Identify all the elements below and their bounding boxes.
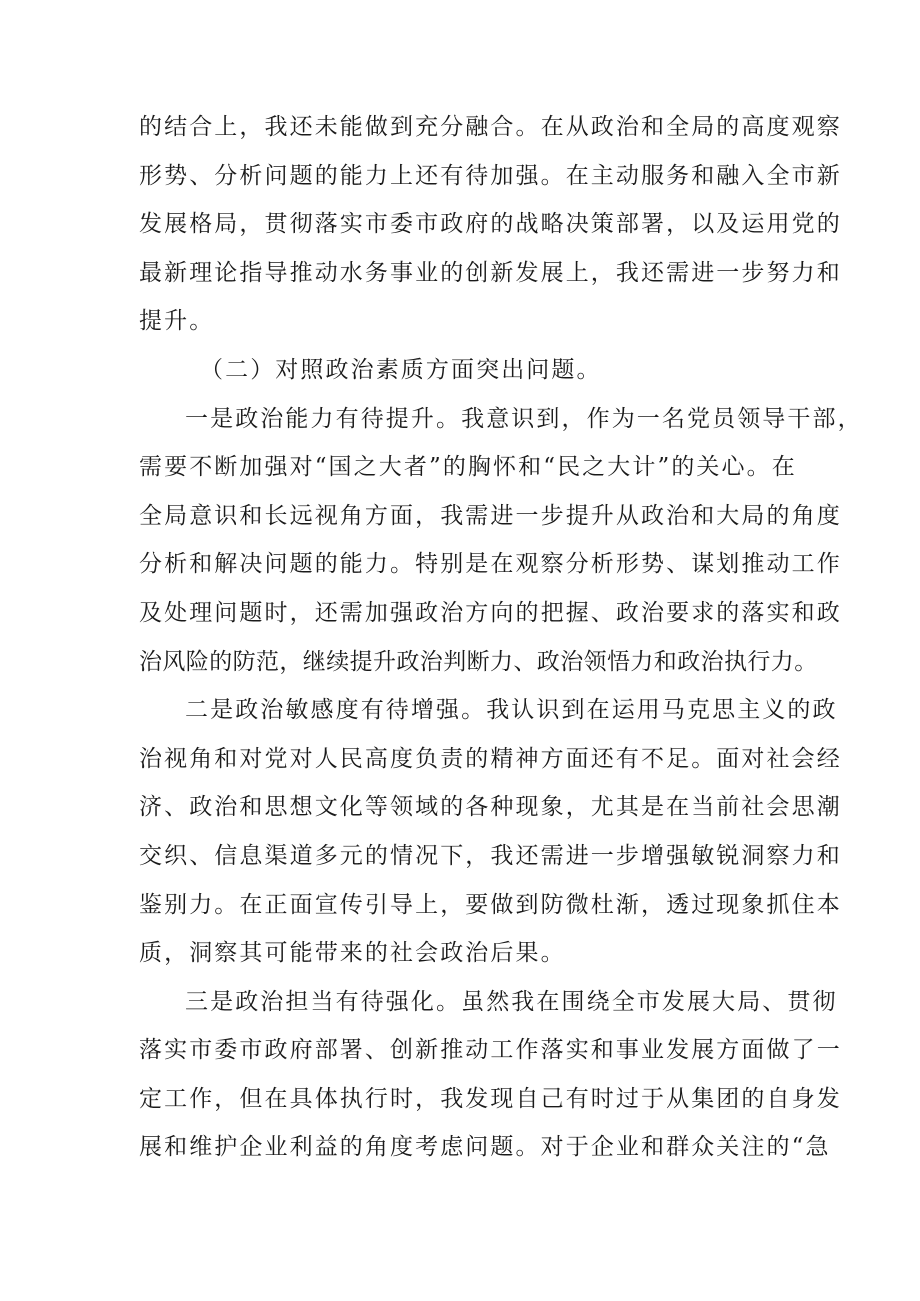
text-line: 定工作，但在具体执行时，我发现自己有时过于从集团的自身发 [139,1085,842,1112]
body-text [139,103,863,1172]
text-line: 分析和解决问题的能力。特别是在观察分析形势、谋划推动工作 [139,551,842,578]
text-line: 需要不断加强对“国之大者”的胸怀和“民之大计”的关心。在 [139,454,797,481]
text-line: 治风险的防范，继续提升政治判断力、政治领悟力和政治执行力。 [139,648,818,675]
text-line: 提升。 [139,308,215,335]
text-line: 治视角和对党对人民高度负责的精神方面还有不足。面对社会经 [139,745,842,772]
text-line: 三是政治担当有待强化。虽然我在围绕全市发展大局、贯彻 [185,988,838,1015]
text-line: 质，洞察其可能带来的社会政治后果。 [139,940,566,967]
text-line: 最新理论指导推动水务事业的创新发展上，我还需进一步努力和 [139,259,842,286]
text-line: 交织、信息渠道多元的情况下，我还需进一步增强敏锐洞察力和 [139,842,842,869]
text-line: 二是政治敏感度有待增强。我认识到在运用马克思主义的政 [185,697,838,724]
text-line: 全局意识和长远视角方面，我需进一步提升从政治和大局的角度 [139,502,842,529]
text-line: 形势、分析问题的能力上还有待加强。在主动服务和融入全市新 [139,162,842,189]
text-line: 及处理问题时，还需加强政治方向的把握、政治要求的落实和政 [139,599,842,626]
text-line: 一是政治能力有待提升。我意识到，作为一名党员领导干部， [185,405,863,432]
text-line: 发展格局，贯彻落实市委市政府的战略决策部署，以及运用党的 [139,211,842,238]
text-line: 济、政治和思想文化等领域的各种现象，尤其是在当前社会思潮 [139,794,842,821]
text-line: 的结合上，我还未能做到充分融合。在从政治和全局的高度观察 [139,114,842,140]
text-line: 落实市委市政府部署、创新推动工作落实和事业发展方面做了一 [139,1037,842,1064]
section-heading: （二）对照政治素质方面突出问题。 [200,356,602,383]
text-line: 鉴别力。在正面宣传引导上，要做到防微杜渐，透过现象抓住本 [139,891,842,918]
text-line: 展和维护企业利益的角度考虑问题。对于企业和群众关注的“急 [139,1134,831,1161]
